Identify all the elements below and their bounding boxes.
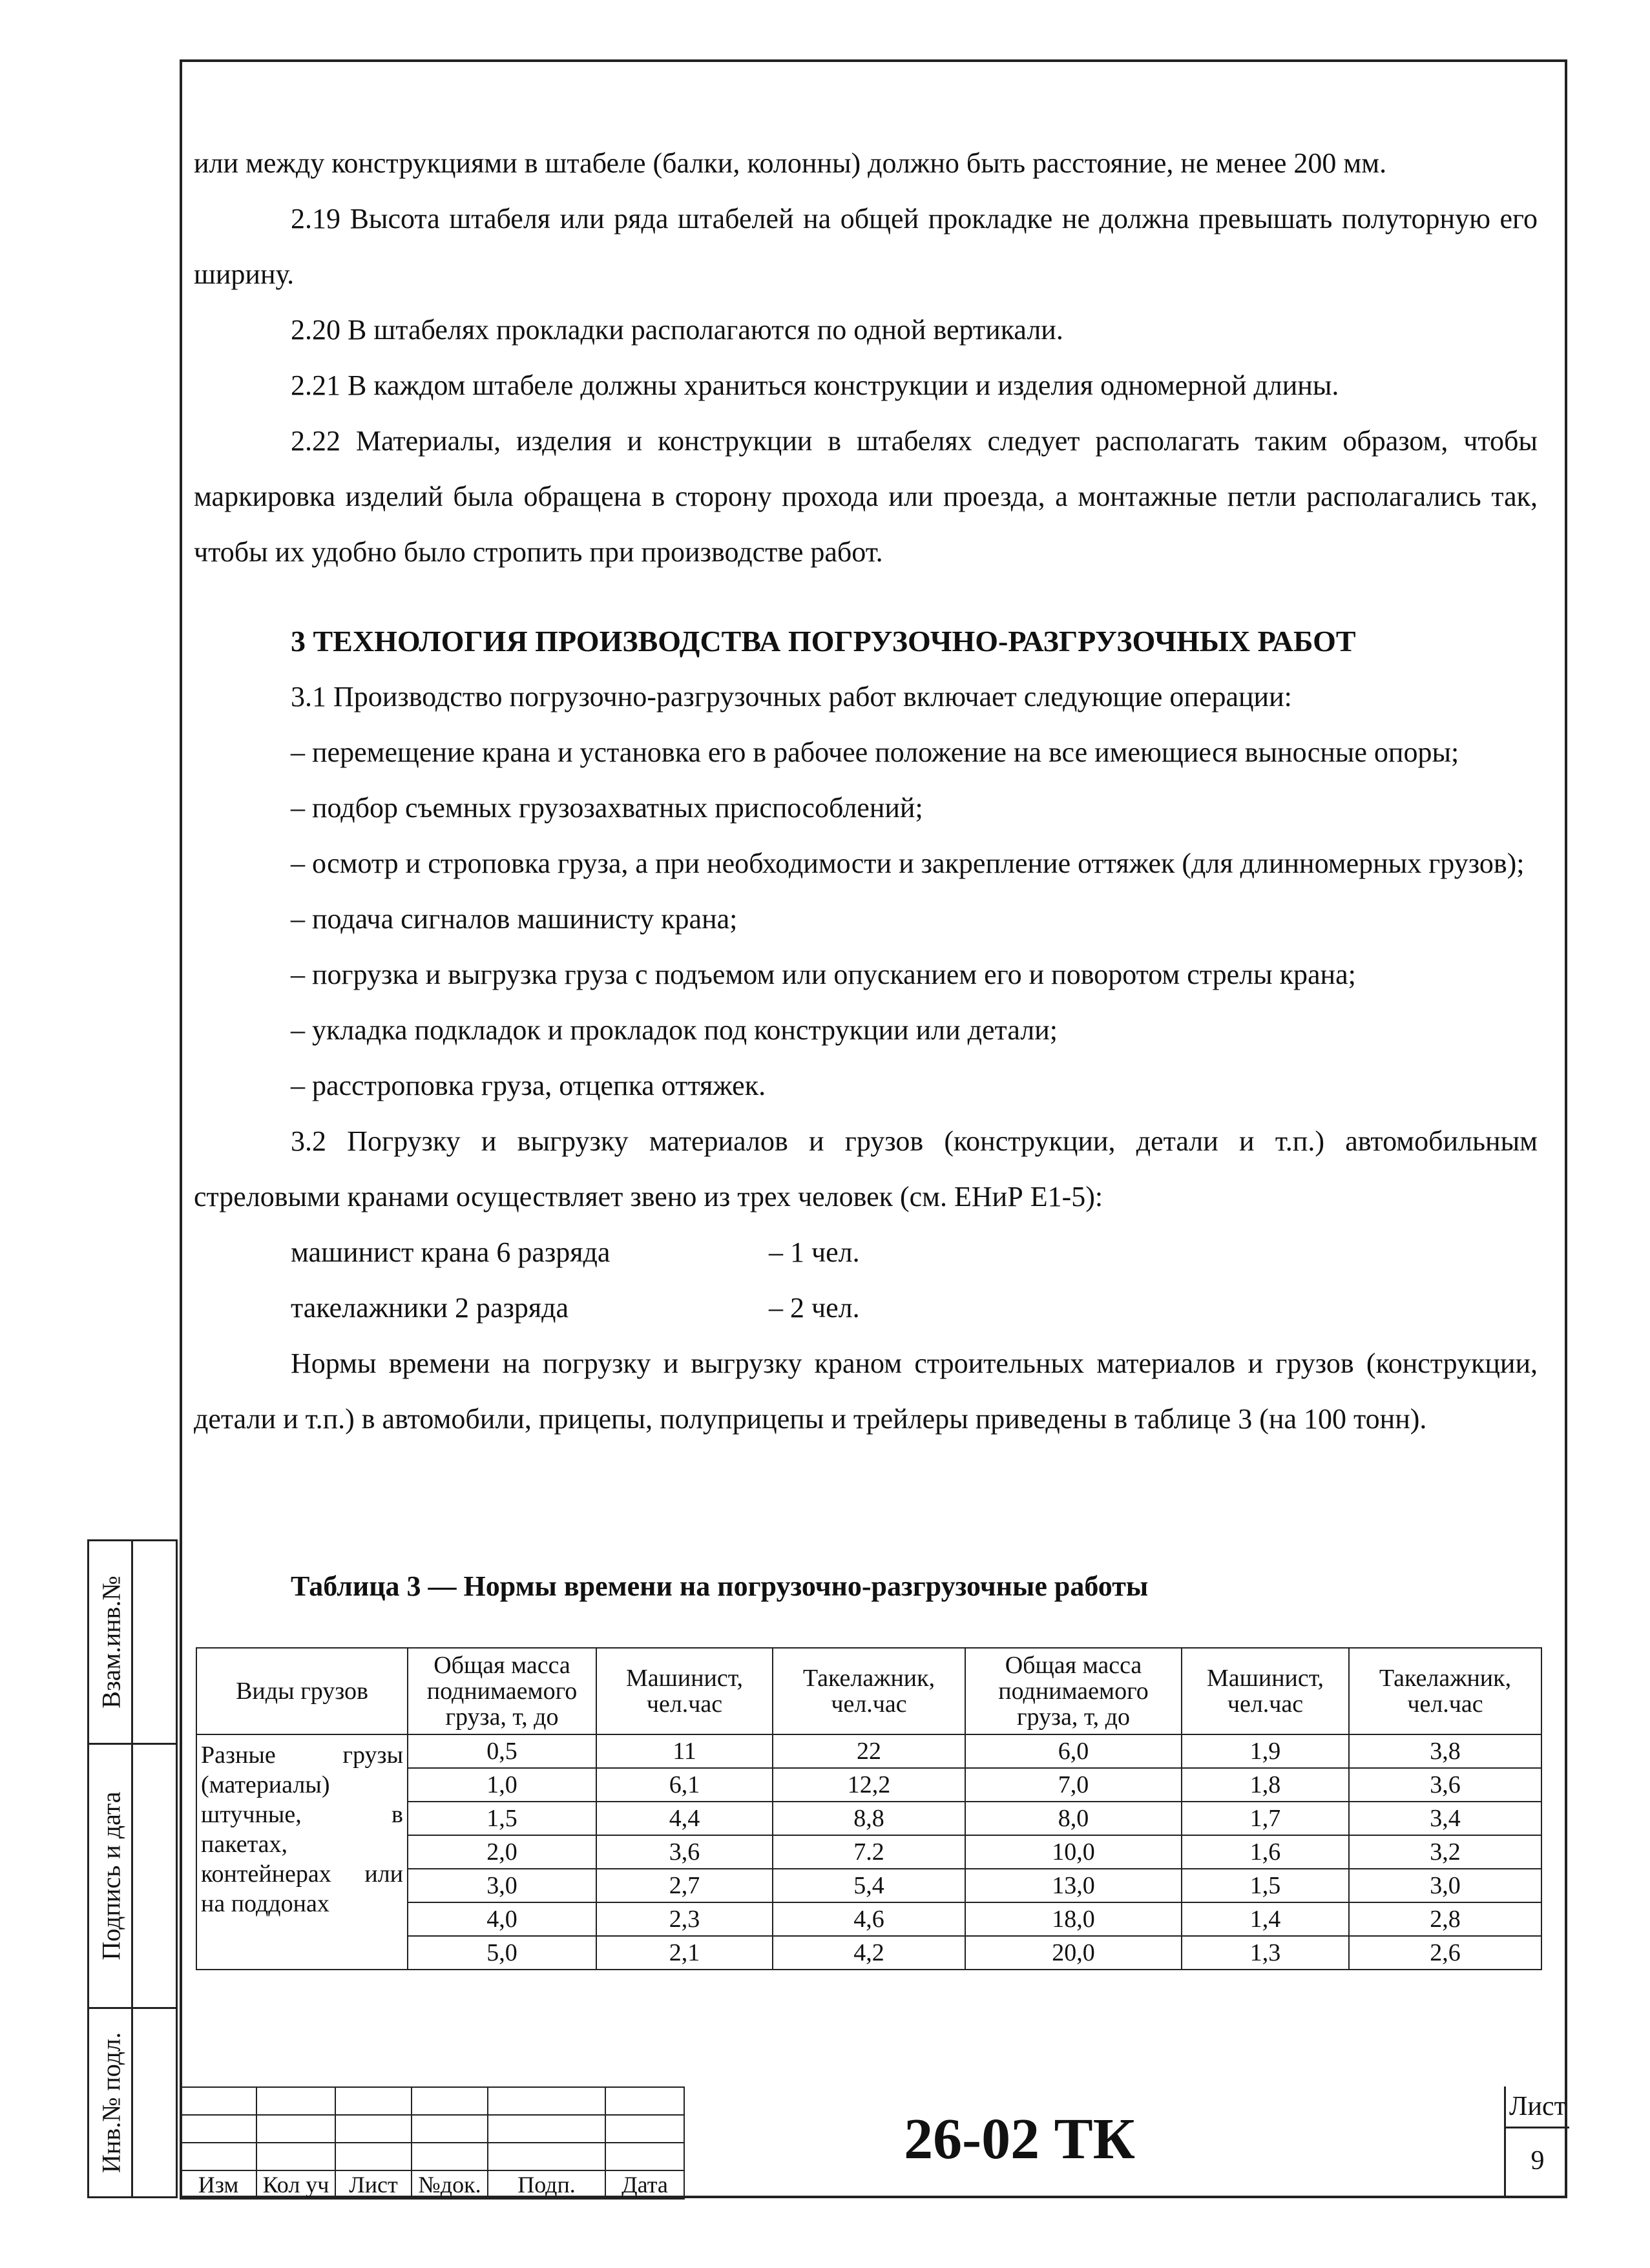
header-cell: Машинист, чел.час — [1182, 1648, 1349, 1734]
table-cell: 6,0 — [965, 1734, 1182, 1768]
crew-intro: 3.2 Погрузку и выгрузку материалов и грузов (конструкции, детали и т.п.) автомобильным стреловыми кранами осуществляет звено из трех человек (см. ЕНиР Е1-5): — [194, 1125, 1538, 1212]
table-cell: 2,6 — [1349, 1936, 1541, 1970]
norms-text: Нормы времени на погрузку и выгрузку краном строительных материалов и грузов (конструкции, детали и т.п.) в автомобили, прицепы, полуприцепы и трейлеры приведены в таблице 3 (на 100 тонн). — [194, 1347, 1538, 1435]
header-cell: Такелажник, чел.час — [1349, 1648, 1541, 1734]
paragraph-2-21: 2.21 В каждом штабеле должны храниться конструкции и изделия одномерной длины. — [291, 369, 1339, 401]
table-cell: 8,0 — [965, 1802, 1182, 1835]
revision-col-label: Подп. — [488, 2170, 605, 2199]
table-title: Таблица 3 — Нормы времени на погрузочно-разгрузочные работы — [291, 1570, 1149, 1602]
table-cell: 6,1 — [596, 1768, 773, 1802]
revision-col-label: Кол уч — [256, 2170, 335, 2199]
revision-col-label: Изм — [180, 2170, 256, 2199]
table-cell: 1,7 — [1182, 1802, 1349, 1835]
crew-role: такелажники 2 разряда — [291, 1292, 569, 1324]
table-cell: 5,0 — [408, 1936, 596, 1970]
table-cell: 4,4 — [596, 1802, 773, 1835]
operation-item: – осмотр и строповка груза, а при необходимости и закрепление оттяжек (для длинномерных грузов); — [291, 848, 1525, 879]
table-cell: 1,0 — [408, 1768, 596, 1802]
table-cell: 3,4 — [1349, 1802, 1541, 1835]
table-cell: 1,4 — [1182, 1902, 1349, 1936]
stamp-signature-date-label: Подпись и дата — [96, 1791, 126, 1961]
section-heading: 3 ТЕХНОЛОГИЯ ПРОИЗВОДСТВА ПОГРУЗОЧНО-РАЗГРУЗОЧНЫХ РАБОТ — [291, 625, 1356, 658]
revision-table — [180, 2086, 685, 2200]
table-cell: 20,0 — [965, 1936, 1182, 1970]
sheet-label: Лист — [1506, 2086, 1569, 2128]
table-cell: 1,3 — [1182, 1936, 1349, 1970]
paragraph-2-19: 2.19 Высота штабеля или ряда штабелей на общей прокладке не должна превышать полуторную его ширину. — [194, 203, 1538, 290]
header-cell: Общая масса поднимаемого груза, т, до — [965, 1648, 1182, 1734]
cargo-type-cell: Разные грузы (материалы) штучные, в пакетах, контейнерах или на поддонах — [196, 1734, 408, 1970]
table-cell: 3,8 — [1349, 1734, 1541, 1768]
table-cell: 22 — [773, 1734, 965, 1768]
operation-item: – укладка подкладок и прокладок под конструкции или детали; — [291, 1014, 1058, 1046]
table-row — [196, 1734, 1541, 1768]
sheet-number: 9 — [1530, 2146, 1545, 2176]
table-cell: 18,0 — [965, 1902, 1182, 1936]
table-cell: 1,6 — [1182, 1835, 1349, 1869]
table-cell: 11 — [596, 1734, 773, 1768]
header-cell: Общая масса поднимаемого груза, т, до — [408, 1648, 596, 1734]
table-cell: 2,8 — [1349, 1902, 1541, 1936]
table-cell: 2,3 — [596, 1902, 773, 1936]
table-body — [196, 1734, 1541, 1970]
table-cell: 8,8 — [773, 1802, 965, 1835]
table-cell: 5,4 — [773, 1869, 965, 1902]
section-intro: 3.1 Производство погрузочно-разгрузочных работ включает следующие операции: — [291, 681, 1292, 713]
paragraph-2-20: 2.20 В штабелях прокладки располагаются по одной вертикали. — [291, 314, 1063, 346]
stamp-inv-original-label: Инв.№ подл. — [96, 2032, 126, 2173]
page-body — [194, 136, 1538, 1447]
document-code: 26-02 ТК — [904, 2107, 1135, 2171]
table-cell: 4,6 — [773, 1902, 965, 1936]
crew-count: – 2 чел. — [769, 1292, 860, 1324]
stamp-replace-inv-label: Взам.инв.№ — [96, 1576, 126, 1709]
table-cell: 0,5 — [408, 1734, 596, 1768]
table-cell: 3,0 — [408, 1869, 596, 1902]
table-cell: 1,5 — [408, 1802, 596, 1835]
table-cell: 1,9 — [1182, 1734, 1349, 1768]
header-cell: Такелажник, чел.час — [773, 1648, 965, 1734]
revision-col-label: Лист — [335, 2170, 412, 2199]
revision-col-label: Дата — [605, 2170, 684, 2199]
stamp-inv-original — [87, 2007, 178, 2198]
table-cell: 4,0 — [408, 1902, 596, 1936]
sheet-box — [1504, 2086, 1569, 2198]
stamp-signature-date — [87, 1743, 178, 2009]
table-cell: 1,5 — [1182, 1869, 1349, 1902]
table-cell: 2,7 — [596, 1869, 773, 1902]
table-cell: 12,2 — [773, 1768, 965, 1802]
table-cell: 2,1 — [596, 1936, 773, 1970]
table-cell: 10,0 — [965, 1835, 1182, 1869]
header-cell: Машинист, чел.час — [596, 1648, 773, 1734]
table-cell: 2,0 — [408, 1835, 596, 1869]
title-block — [180, 2086, 1567, 2198]
table-cell: 7.2 — [773, 1835, 965, 1869]
table-cell: 7,0 — [965, 1768, 1182, 1802]
revision-col-label: №док. — [412, 2170, 488, 2199]
table-cell: 4,2 — [773, 1936, 965, 1970]
paragraph: или между конструкциями в штабеле (балки, колонны) должно быть расстояние, не менее 200 мм. — [194, 147, 1387, 179]
crew-role: машинист крана 6 разряда — [291, 1236, 611, 1268]
table-cell: 1,8 — [1182, 1768, 1349, 1802]
operation-item: – расстроповка груза, отцепка оттяжек. — [291, 1070, 766, 1101]
crew-line — [194, 1225, 1538, 1280]
crew-line — [194, 1280, 1538, 1336]
operation-item: – подбор съемных грузозахватных приспособлений; — [291, 792, 923, 824]
revision-header-row — [180, 2170, 684, 2199]
table-cell: 3,6 — [596, 1835, 773, 1869]
table-cell: 13,0 — [965, 1869, 1182, 1902]
operation-item: – подача сигналов машинисту крана; — [291, 903, 738, 935]
header-cell: Виды грузов — [196, 1648, 408, 1734]
table-cell: 3,0 — [1349, 1869, 1541, 1902]
operation-item: – перемещение крана и установка его в рабочее положение на все имеющиеся выносные опоры; — [291, 736, 1459, 768]
crew-count: – 1 чел. — [769, 1236, 860, 1268]
operation-item: – погрузка и выгрузка груза с подъемом или опусканием его и поворотом стрелы крана; — [291, 959, 1356, 990]
table-cell: 3,2 — [1349, 1835, 1541, 1869]
table-cell: 3,6 — [1349, 1768, 1541, 1802]
table-header-row — [196, 1648, 1541, 1734]
norms-table — [196, 1647, 1542, 1970]
stamp-replace-inv — [87, 1539, 178, 1745]
paragraph-2-22: 2.22 Материалы, изделия и конструкции в штабелях следует располагать таким образом, чтобы маркировка изделий была обращена в сторону прохода или проезда, а монтажные петли располагались так, чтобы их удобно было стропить при производстве работ. — [194, 425, 1538, 568]
